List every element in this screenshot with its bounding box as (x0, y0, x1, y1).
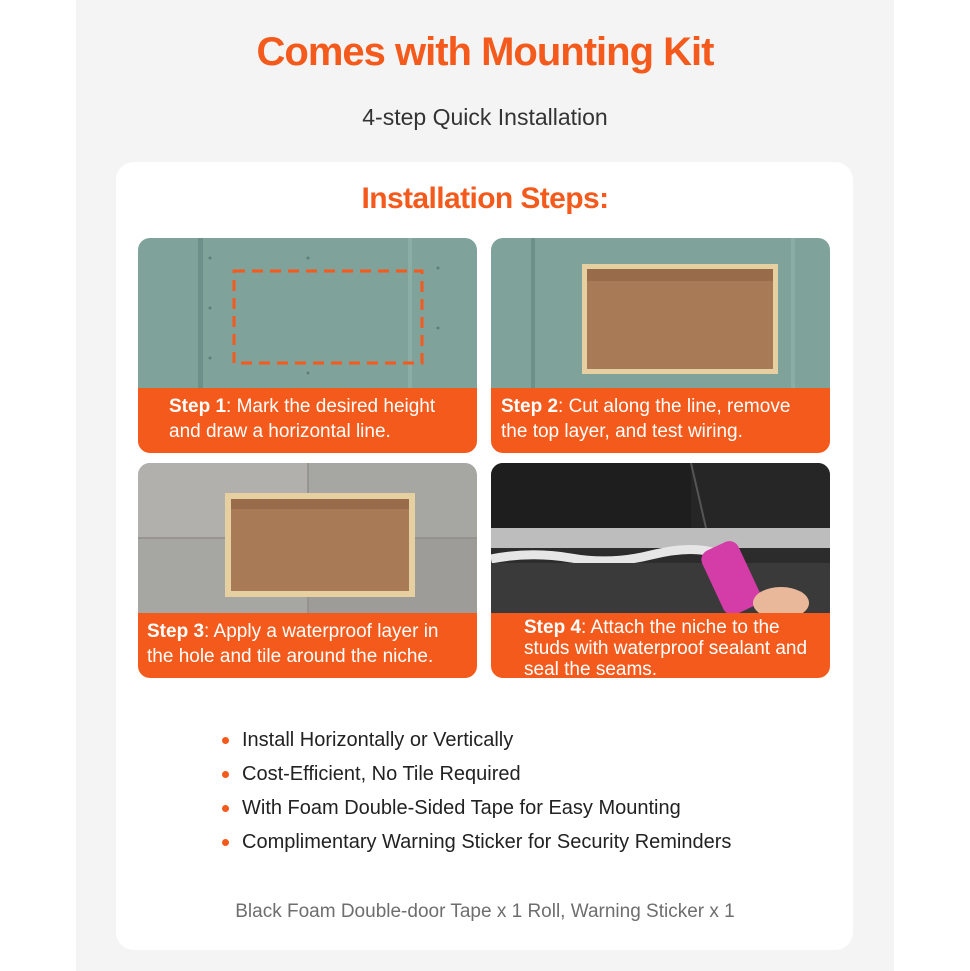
bullet-dot-icon (222, 771, 229, 778)
step-2-text: : Cut along the line, remove the top layer, and test wiring. (501, 396, 791, 442)
list-item: Complimentary Warning Sticker for Security Reminders (222, 828, 731, 862)
page-subtitle: 4-step Quick Installation (362, 104, 608, 130)
step-3-caption (138, 613, 477, 678)
kit-contents-note: Black Foam Double-door Tape x 1 Roll, Warning Sticker x 1 (235, 901, 735, 922)
bullet-dot-icon (222, 839, 229, 846)
step-1-label: Step 1 (169, 396, 227, 417)
step-2-caption (491, 388, 830, 453)
bullet-dot-icon (222, 737, 229, 744)
step-4-label: Step 4 (524, 617, 582, 638)
feature-list (222, 726, 731, 862)
list-item: Cost-Efficient, No Tile Required (222, 760, 731, 794)
step-2-label: Step 2 (501, 396, 559, 417)
step-3-label: Step 3 (147, 621, 205, 642)
installation-steps-heading: Installation Steps: (361, 182, 609, 215)
step-1-tile (138, 238, 477, 453)
step-3-text: : Apply a waterproof layer in the hole and tile around the niche. (147, 621, 439, 667)
step-1-text: : Mark the desired height and draw a horizontal line. (169, 396, 436, 442)
page-title: Comes with Mounting Kit (256, 30, 714, 74)
step-2-tile (491, 238, 830, 453)
step-4-tile (491, 463, 830, 678)
step-4-text: : Attach the niche to the studs with waterproof sealant and seal the seams. (524, 617, 808, 678)
list-item: With Foam Double-Sided Tape for Easy Mounting (222, 794, 731, 828)
step-1-photo (138, 238, 477, 388)
step-3-tile (138, 463, 477, 678)
step-4-caption (491, 613, 830, 678)
list-item: Install Horizontally or Vertically (222, 726, 731, 760)
step-1-caption (138, 388, 477, 453)
step-4-photo (491, 463, 830, 613)
step-2-photo (491, 238, 830, 388)
step-3-photo (138, 463, 477, 613)
bullet-dot-icon (222, 805, 229, 812)
